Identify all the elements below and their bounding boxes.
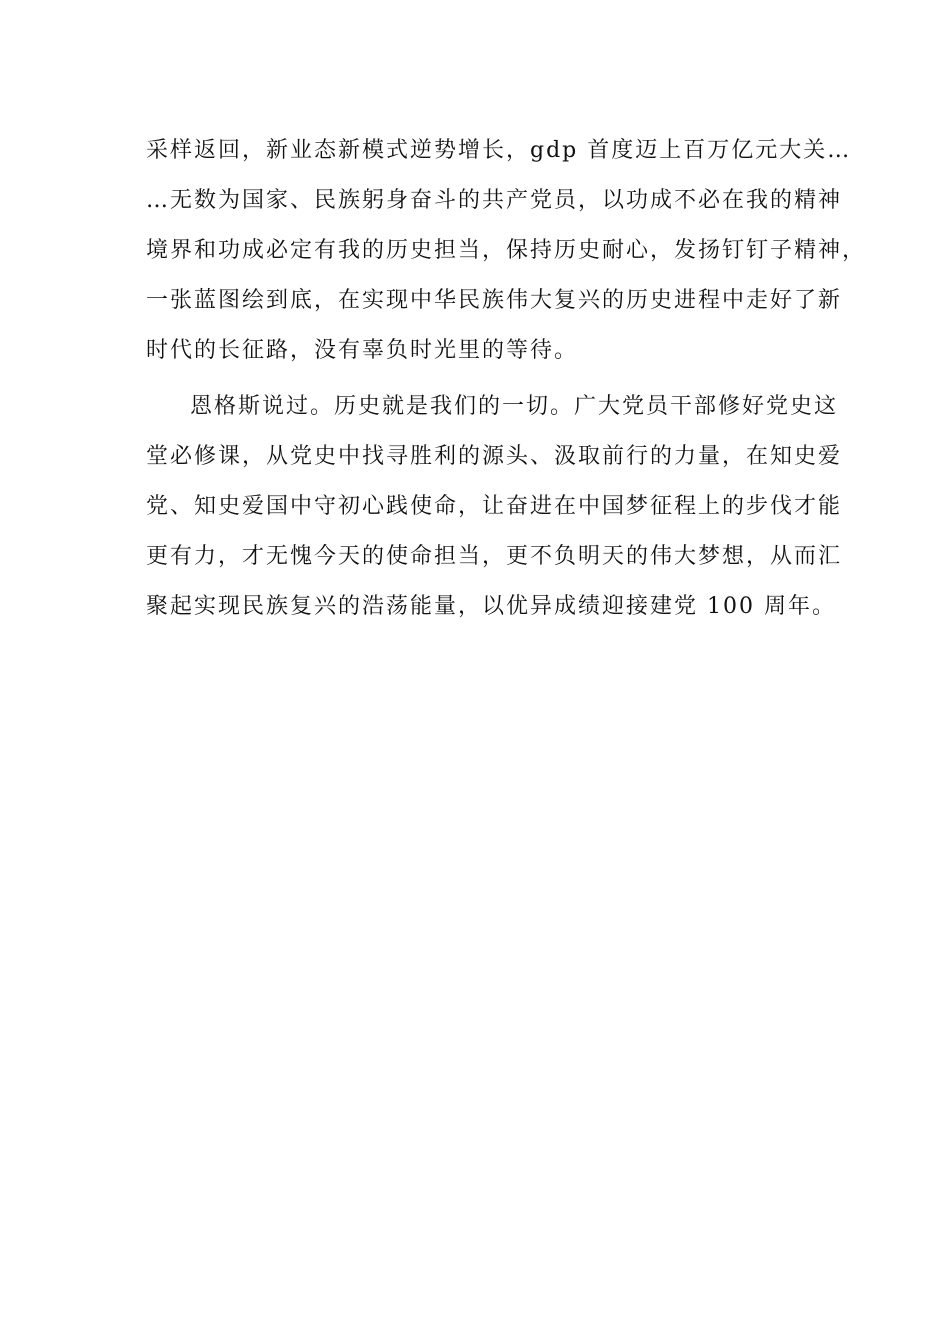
paragraph-line: 一张蓝图绘到底，在实现中华民族伟大复兴的历史进程中走好了新 [146,288,843,313]
paragraph-line: 聚起实现民族复兴的浩荡能量，以优异成绩迎接建党 100 周年。 [146,594,836,619]
paragraph-line: 更有力，才无愧今天的使命担当，更不负明天的伟大梦想，从而汇 [146,544,843,569]
paragraph-line: 采样返回，新业态新模式逆势增长，gdp 首度迈上百万亿元大关… [146,138,852,163]
paragraph-2 [146,382,843,632]
paragraph-line: 境界和功成必定有我的历史担当，保持历史耐心，发扬钉钉子精神， [146,238,867,263]
document-body [146,126,867,632]
paragraph-line: 时代的长征路，没有辜负时光里的等待。 [146,338,579,363]
paragraph-line: …无数为国家、民族躬身奋斗的共产党员，以功成不必在我的精神 [146,188,843,213]
paragraph-1 [146,126,867,376]
paragraph-line: 党、知史爱国中守初心践使命，让奋进在中国梦征程上的步伐才能 [146,494,843,519]
paragraph-line: 堂必修课，从党史中找寻胜利的源头、汲取前行的力量，在知史爱 [146,444,843,469]
paragraph-line: 恩格斯说过。历史就是我们的一切。广大党员干部修好党史这 [190,394,839,419]
